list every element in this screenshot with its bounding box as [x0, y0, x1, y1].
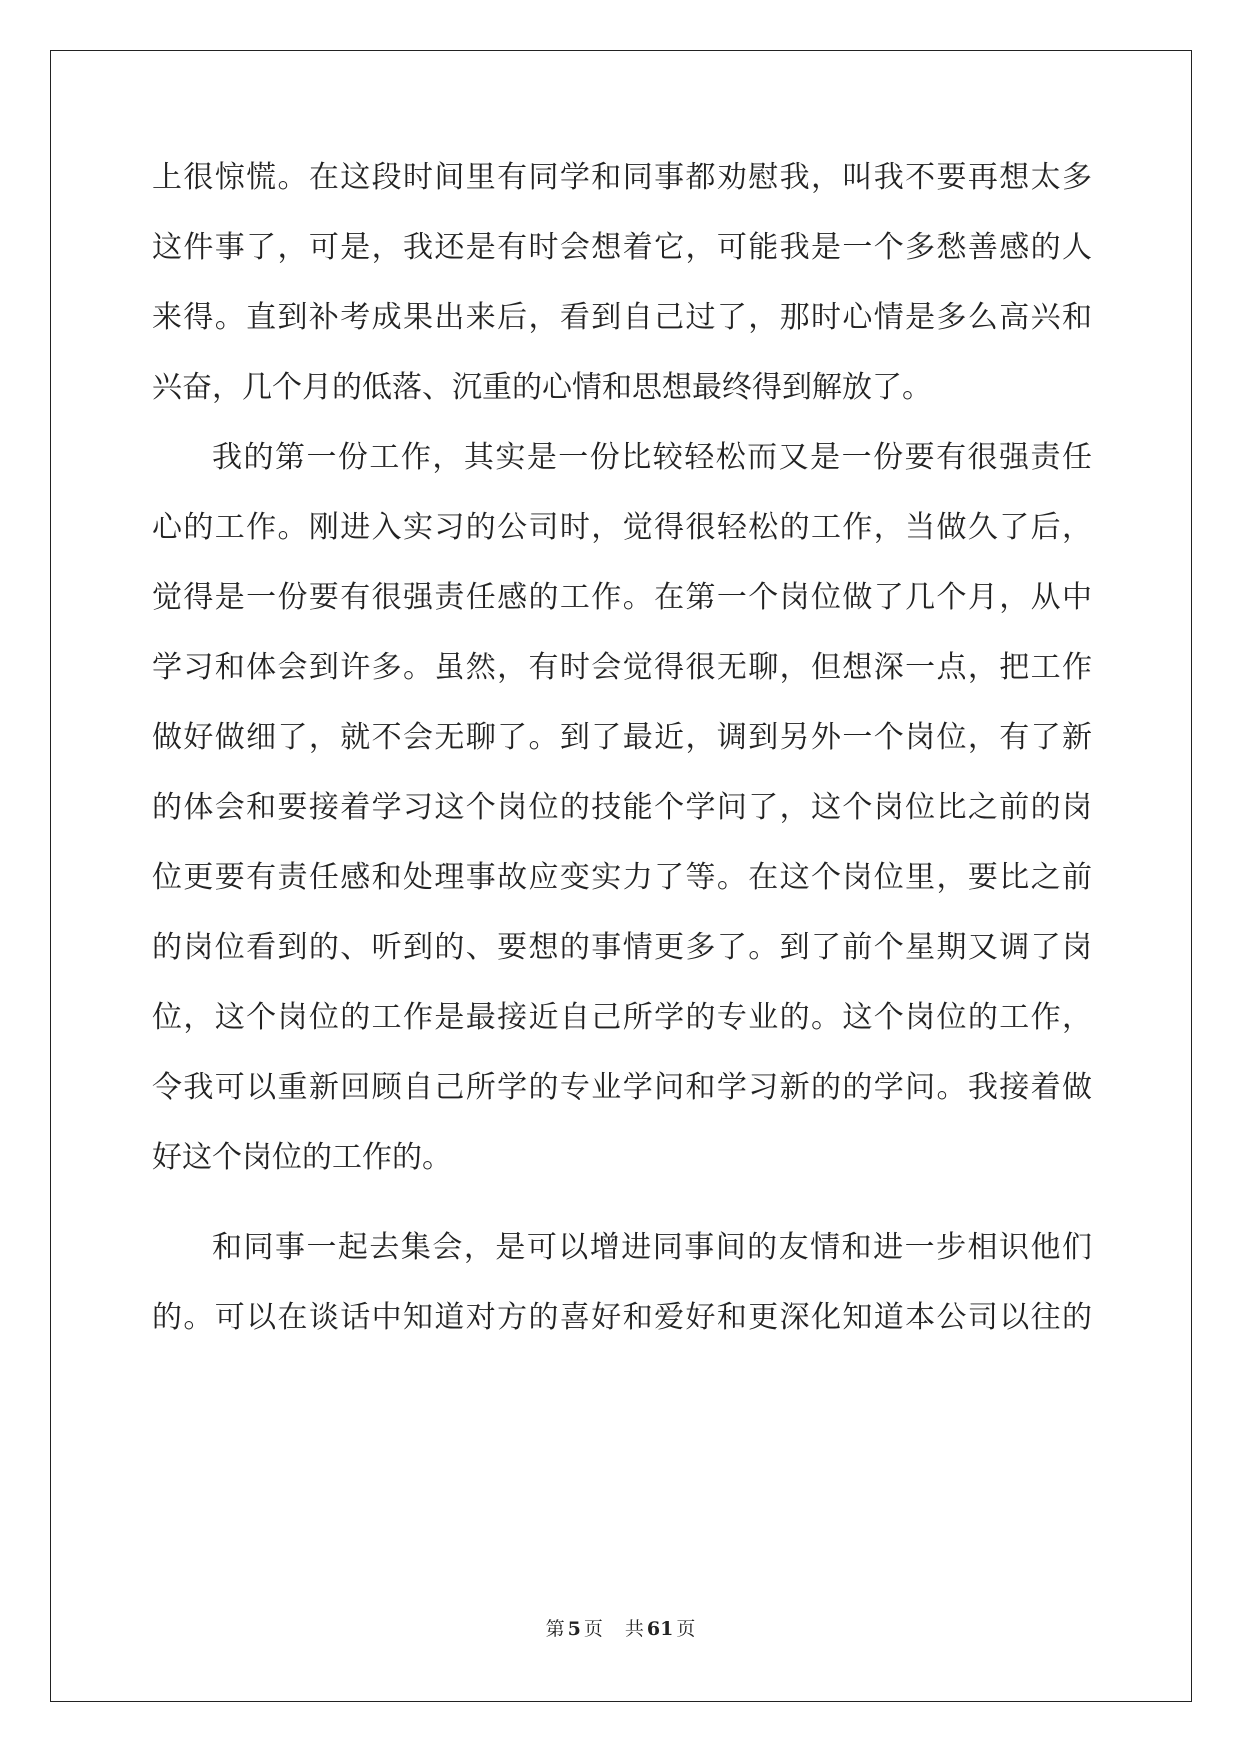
paragraph-first-line: 和同事一起去集会，是可以增进同事间的友情和进一步相识他们: [212, 1230, 1092, 1265]
text-line: 做好做细了，就不会无聊了。到了最近，调到另外一个岗位，有了新: [152, 720, 1092, 755]
text-line: 好这个岗位的工作的。: [152, 1140, 452, 1175]
text-line: 的岗位看到的、听到的、要想的事情更多了。到了前个星期又调了岗: [152, 930, 1092, 965]
total-pages: 61: [646, 1618, 674, 1640]
text-line: 学习和体会到许多。虽然，有时会觉得很无聊，但想深一点，把工作: [152, 650, 1092, 685]
text-line: 上很惊慌。在这段时间里有同学和同事都劝慰我，叫我不要再想太多: [152, 160, 1092, 195]
text-line: 觉得是一份要有很强责任感的工作。在第一个岗位做了几个月，从中: [152, 580, 1092, 615]
text-line: 的体会和要接着学习这个岗位的技能个学问了，这个岗位比之前的岗: [152, 790, 1092, 825]
page-suffix: 页: [583, 1618, 603, 1640]
total-suffix: 页: [676, 1618, 696, 1640]
text-line: 位更要有责任感和处理事故应变实力了等。在这个岗位里，要比之前: [152, 860, 1092, 895]
text-line: 来得。直到补考成果出来后，看到自己过了，那时心情是多么高兴和: [152, 300, 1092, 335]
paragraph-first-line: 我的第一份工作，其实是一份比较轻松而又是一份要有很强责任: [212, 440, 1092, 475]
text-line: 心的工作。刚进入实习的公司时，觉得很轻松的工作，当做久了后，: [152, 510, 1092, 545]
page-number: 5: [567, 1618, 581, 1640]
text-line: 的。可以在谈话中知道对方的喜好和爱好和更深化知道本公司以往的: [152, 1300, 1092, 1335]
text-line: 位，这个岗位的工作是最接近自己所学的专业的。这个岗位的工作，: [152, 1000, 1092, 1035]
text-line: 令我可以重新回顾自己所学的专业学问和学习新的的学问。我接着做: [152, 1070, 1092, 1105]
text-line: 这件事了，可是，我还是有时会想着它，可能我是一个多愁善感的人: [152, 230, 1092, 265]
page-prefix: 第: [545, 1618, 565, 1640]
text-line: 兴奋，几个月的低落、沉重的心情和思想最终得到解放了。: [152, 370, 932, 405]
total-prefix: 共: [624, 1618, 644, 1640]
page-footer: [0, 1617, 1241, 1641]
